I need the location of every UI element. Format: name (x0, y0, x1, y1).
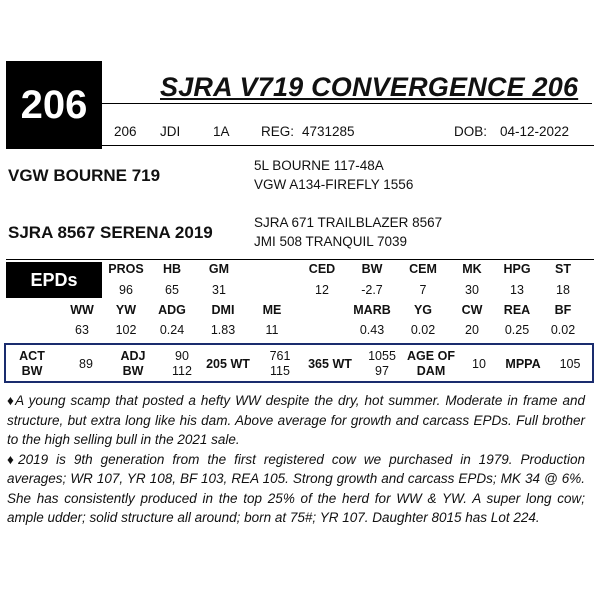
epd-row1-value-1: 65 (165, 283, 179, 297)
adj-bw-label (114, 349, 152, 379)
epd-row2-value-9: 0.02 (550, 323, 576, 337)
wt205-values (260, 349, 300, 379)
sex-code: 1A (213, 124, 230, 139)
wt365-values (362, 349, 402, 379)
epd-row1-value-8: 18 (556, 283, 570, 297)
lot-number: 206 (20, 82, 88, 127)
wt205-label: 205 WT (206, 357, 250, 371)
epd-row2-header-1: YW (115, 303, 137, 317)
sire-dam: VGW A134-FIREFLY 1556 (254, 177, 414, 192)
epd-label-box (6, 262, 102, 298)
adj-bw-label-line2: BW (122, 364, 144, 378)
sire-sire: 5L BOURNE 117-48A (254, 158, 384, 173)
epd-row1-value-3: 12 (315, 283, 329, 297)
sire-name: VGW BOURNE 719 (8, 166, 161, 185)
dob-value: 04-12-2022 (500, 124, 570, 139)
epd-row2-header-2: ADG (158, 303, 186, 317)
act-bw-label (12, 349, 52, 379)
epd-row2-value-6: 0.02 (410, 323, 436, 337)
epd-row1-header-7: HPG (503, 262, 531, 276)
epd-row2-header-9: BF (554, 303, 572, 317)
epd-row2-header-8: REA (503, 303, 531, 317)
epd-row1-header-5: CEM (409, 262, 437, 276)
dam-sire: SJRA 671 TRAILBLAZER 8567 (254, 215, 443, 230)
animal-name-title: SJRA V719 CONVERGENCE 206 (160, 72, 579, 102)
epd-row1-header-6: MK (462, 262, 482, 276)
dam-dam: JMI 508 TRANQUIL 7039 (254, 234, 408, 249)
epd-row1-value-7: 13 (510, 283, 524, 297)
epd-row1-header-2: GM (208, 262, 230, 276)
epd-row1-header-1: HB (162, 262, 182, 276)
epd-row1-header-8: ST (555, 262, 571, 276)
epd-row2-value-0: 63 (75, 323, 89, 337)
epd-row2-value-7: 20 (465, 323, 479, 337)
age-of-dam-label-line1: AGE OF (407, 349, 455, 363)
epd-row1-header-3: CED (308, 262, 336, 276)
epd-row2-value-2: 0.24 (159, 323, 185, 337)
act-bw-value: 89 (79, 357, 93, 371)
epd-row2-header-3: DMI (211, 303, 235, 317)
note-paragraph-2: ♦2019 is 9th generation from the first registered cow we purchased in 1979. Production averages; WR 107, YR 108, BF 103, REA 105. Strong growth and carcass EPDs; MK 34 @ 6%. She has consistently produced in the top 25% of the herd for WW & YW. A super long cow; ample udder; solid structure all around; born at 75#; YR 107. Daughter 8015 has Lot 224. (7, 451, 585, 525)
adj-bw-value-1: 90 (175, 349, 189, 363)
mppa-value: 105 (559, 357, 581, 371)
owner-code: JDI (160, 124, 181, 139)
wt205-value-1: 761 (269, 349, 291, 363)
epd-row1-value-5: 7 (419, 283, 427, 297)
age-of-dam-value: 10 (472, 357, 486, 371)
dam-name: SJRA 8567 SERENA 2019 (8, 223, 213, 242)
epd-row2-value-8: 0.25 (504, 323, 530, 337)
wt365-label: 365 WT (308, 357, 352, 371)
note-paragraph-1: ♦A young scamp that posted a hefty WW despite the dry, hot summer. Moderate in frame and structure, but extra long like his dam. Above average for growth and carcass EPDs. Full brother to the high selling bull in the 2021 sale. (7, 393, 585, 447)
notes (7, 391, 585, 528)
adj-bw-label-line1: ADJ (120, 349, 146, 363)
mppa-label: MPPA (505, 357, 541, 371)
epd-row2-value-4: 11 (265, 323, 279, 337)
age-of-dam-label-line2: DAM (416, 364, 446, 378)
epd-row1-value-6: 30 (465, 283, 479, 297)
wt365-value-1: 1055 (368, 349, 396, 363)
wt365-value-2: 97 (375, 364, 389, 378)
divider-epd (6, 259, 594, 260)
adj-bw-values (164, 349, 200, 379)
header-rule (102, 103, 592, 104)
dob-label: DOB: (454, 124, 488, 139)
epd-row2-header-7: CW (461, 303, 483, 317)
epd-label: EPDs (30, 269, 78, 290)
epd-row1-value-4: -2.7 (361, 283, 383, 297)
tattoo: 206 (114, 124, 137, 139)
epd-row2-value-5: 0.43 (359, 323, 385, 337)
reg-number: 4731285 (302, 124, 355, 139)
epd-row2-header-4: ME (262, 303, 282, 317)
epd-row1-header-0: PROS (108, 262, 144, 276)
performance-box (4, 343, 594, 383)
epd-row2-header-0: WW (70, 303, 94, 317)
adj-bw-value-2: 112 (172, 364, 192, 378)
act-bw-label-line2: BW (21, 364, 43, 378)
epd-row1-value-0: 96 (119, 283, 133, 297)
age-of-dam-label (402, 349, 460, 379)
wt205-value-2: 115 (270, 364, 290, 378)
epd-row1-header-4: BW (361, 262, 383, 276)
epd-row2-header-6: YG (413, 303, 433, 317)
epd-row1-value-2: 31 (212, 283, 226, 297)
lot-number-box (6, 61, 102, 149)
epd-row2-header-5: MARB (353, 303, 391, 317)
act-bw-label-line1: ACT (19, 349, 45, 363)
epd-row2-value-3: 1.83 (210, 323, 236, 337)
epd-row2-value-1: 102 (115, 323, 137, 337)
reg-label: REG: (261, 124, 295, 139)
divider-top (6, 145, 594, 146)
